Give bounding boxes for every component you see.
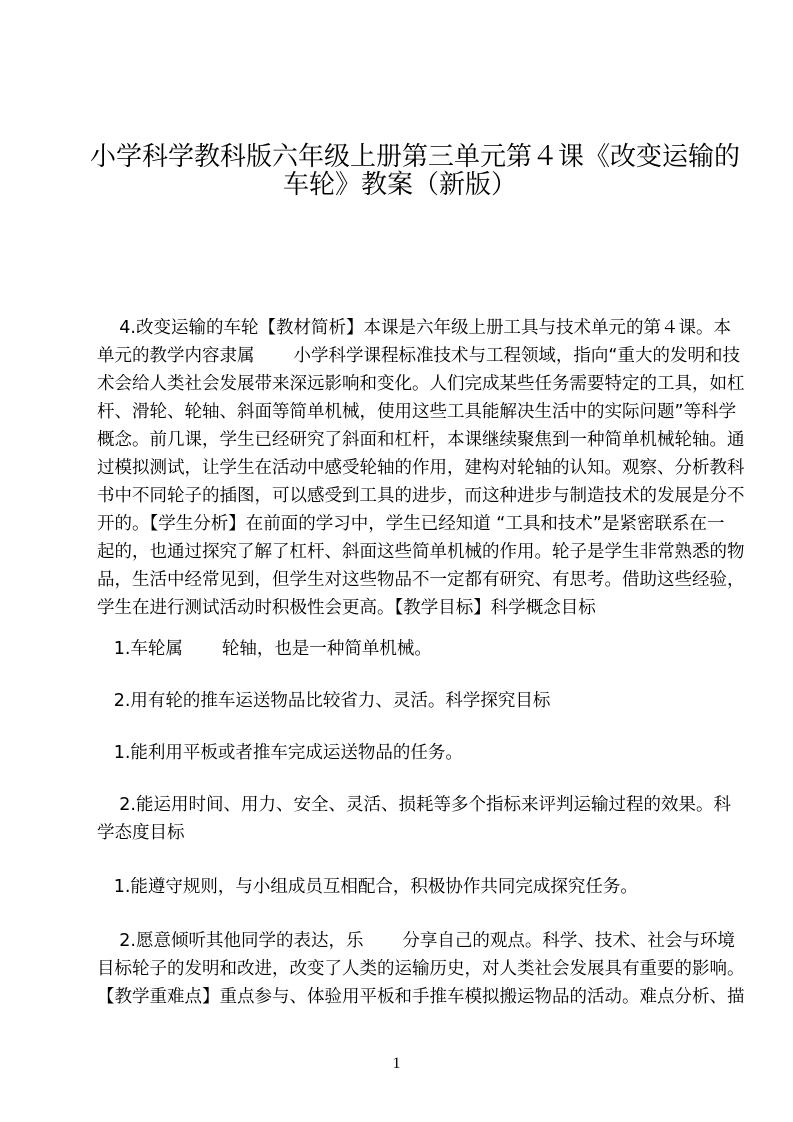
body-line: 1.能遵守规则，与小组成员互相配合，积极协作共同完成探究任务。 — [97, 877, 638, 897]
body-line: 书中不同轮子的插图，可以感受到工具的进步，而这种进步与制造技术的发展是分不 — [97, 486, 745, 506]
body-line: 【教学重难点】重点参与、体验用平板和手推车模拟搬运物品的活动。难点分析、描 — [97, 987, 745, 1007]
body-line: 4.改变运输的车轮【教材简析】本课是六年级上册工具与技术单元的第４课。本 — [97, 318, 731, 338]
body-line: 概念。前几课，学生已经研究了斜面和杠杆，本课继续聚焦到一种简单机械轮轴。通 — [97, 430, 745, 450]
body-line: 目标轮子的发明和改进，改变了人类的运输历史，对人类社会发展具有重要的影响。 — [97, 959, 745, 979]
body-line: 2.愿意倾听其他同学的表达，乐 分享自己的观点。科学、技术、社会与环境 — [97, 931, 735, 951]
body-line: 术会给人类社会发展带来深远影响和变化。人们完成某些任务需要特定的工具，如杠 — [97, 374, 745, 394]
page-number: 1 — [392, 1055, 401, 1072]
body-line: 品，生活中经常见到，但学生对这些物品不一定都有研究、有思考。借助这些经验， — [97, 570, 745, 590]
body-line: 学态度目标 — [97, 823, 185, 843]
body-line: 过模拟测试，让学生在活动中感受轮轴的作用，建构对轮轴的认知。观察、分析教科 — [97, 458, 745, 478]
body-line: 1.车轮属 轮轴，也是一种简单机械。 — [97, 639, 432, 659]
body-line: 杆、滑轮、轮轴、斜面等简单机械，使用这些工具能解决生活中的实际问题”等科学 — [97, 402, 737, 422]
body-line: 单元的教学内容隶属 小学科学课程标准技术与工程领域，指向“重大的发明和技 — [97, 346, 741, 366]
body-line: 1.能利用平板或者推车完成运送物品的任务。 — [97, 743, 463, 763]
document-title-line-2: 车轮》教案（新版） — [282, 170, 517, 200]
body-line: 开的。【学生分析】在前面的学习中，学生已经知道 “工具和技术”是紧密联系在一 — [97, 514, 725, 534]
body-line: 2.用有轮的推车运送物品比较省力、灵活。科学探究目标 — [97, 691, 551, 711]
document-title-line-1: 小学科学教科版六年级上册第三单元第４课《改变运输的 — [90, 142, 741, 172]
body-line: 起的，也通过探究了解了杠杆、斜面这些简单机械的作用。轮子是学生非常熟悉的物 — [97, 542, 745, 562]
body-line: 2.能运用时间、用力、安全、灵活、损耗等多个指标来评判运输过程的效果。科 — [97, 795, 731, 815]
body-line: 学生在进行测试活动时积极性会更高。【教学目标】科学概念目标 — [97, 598, 596, 618]
